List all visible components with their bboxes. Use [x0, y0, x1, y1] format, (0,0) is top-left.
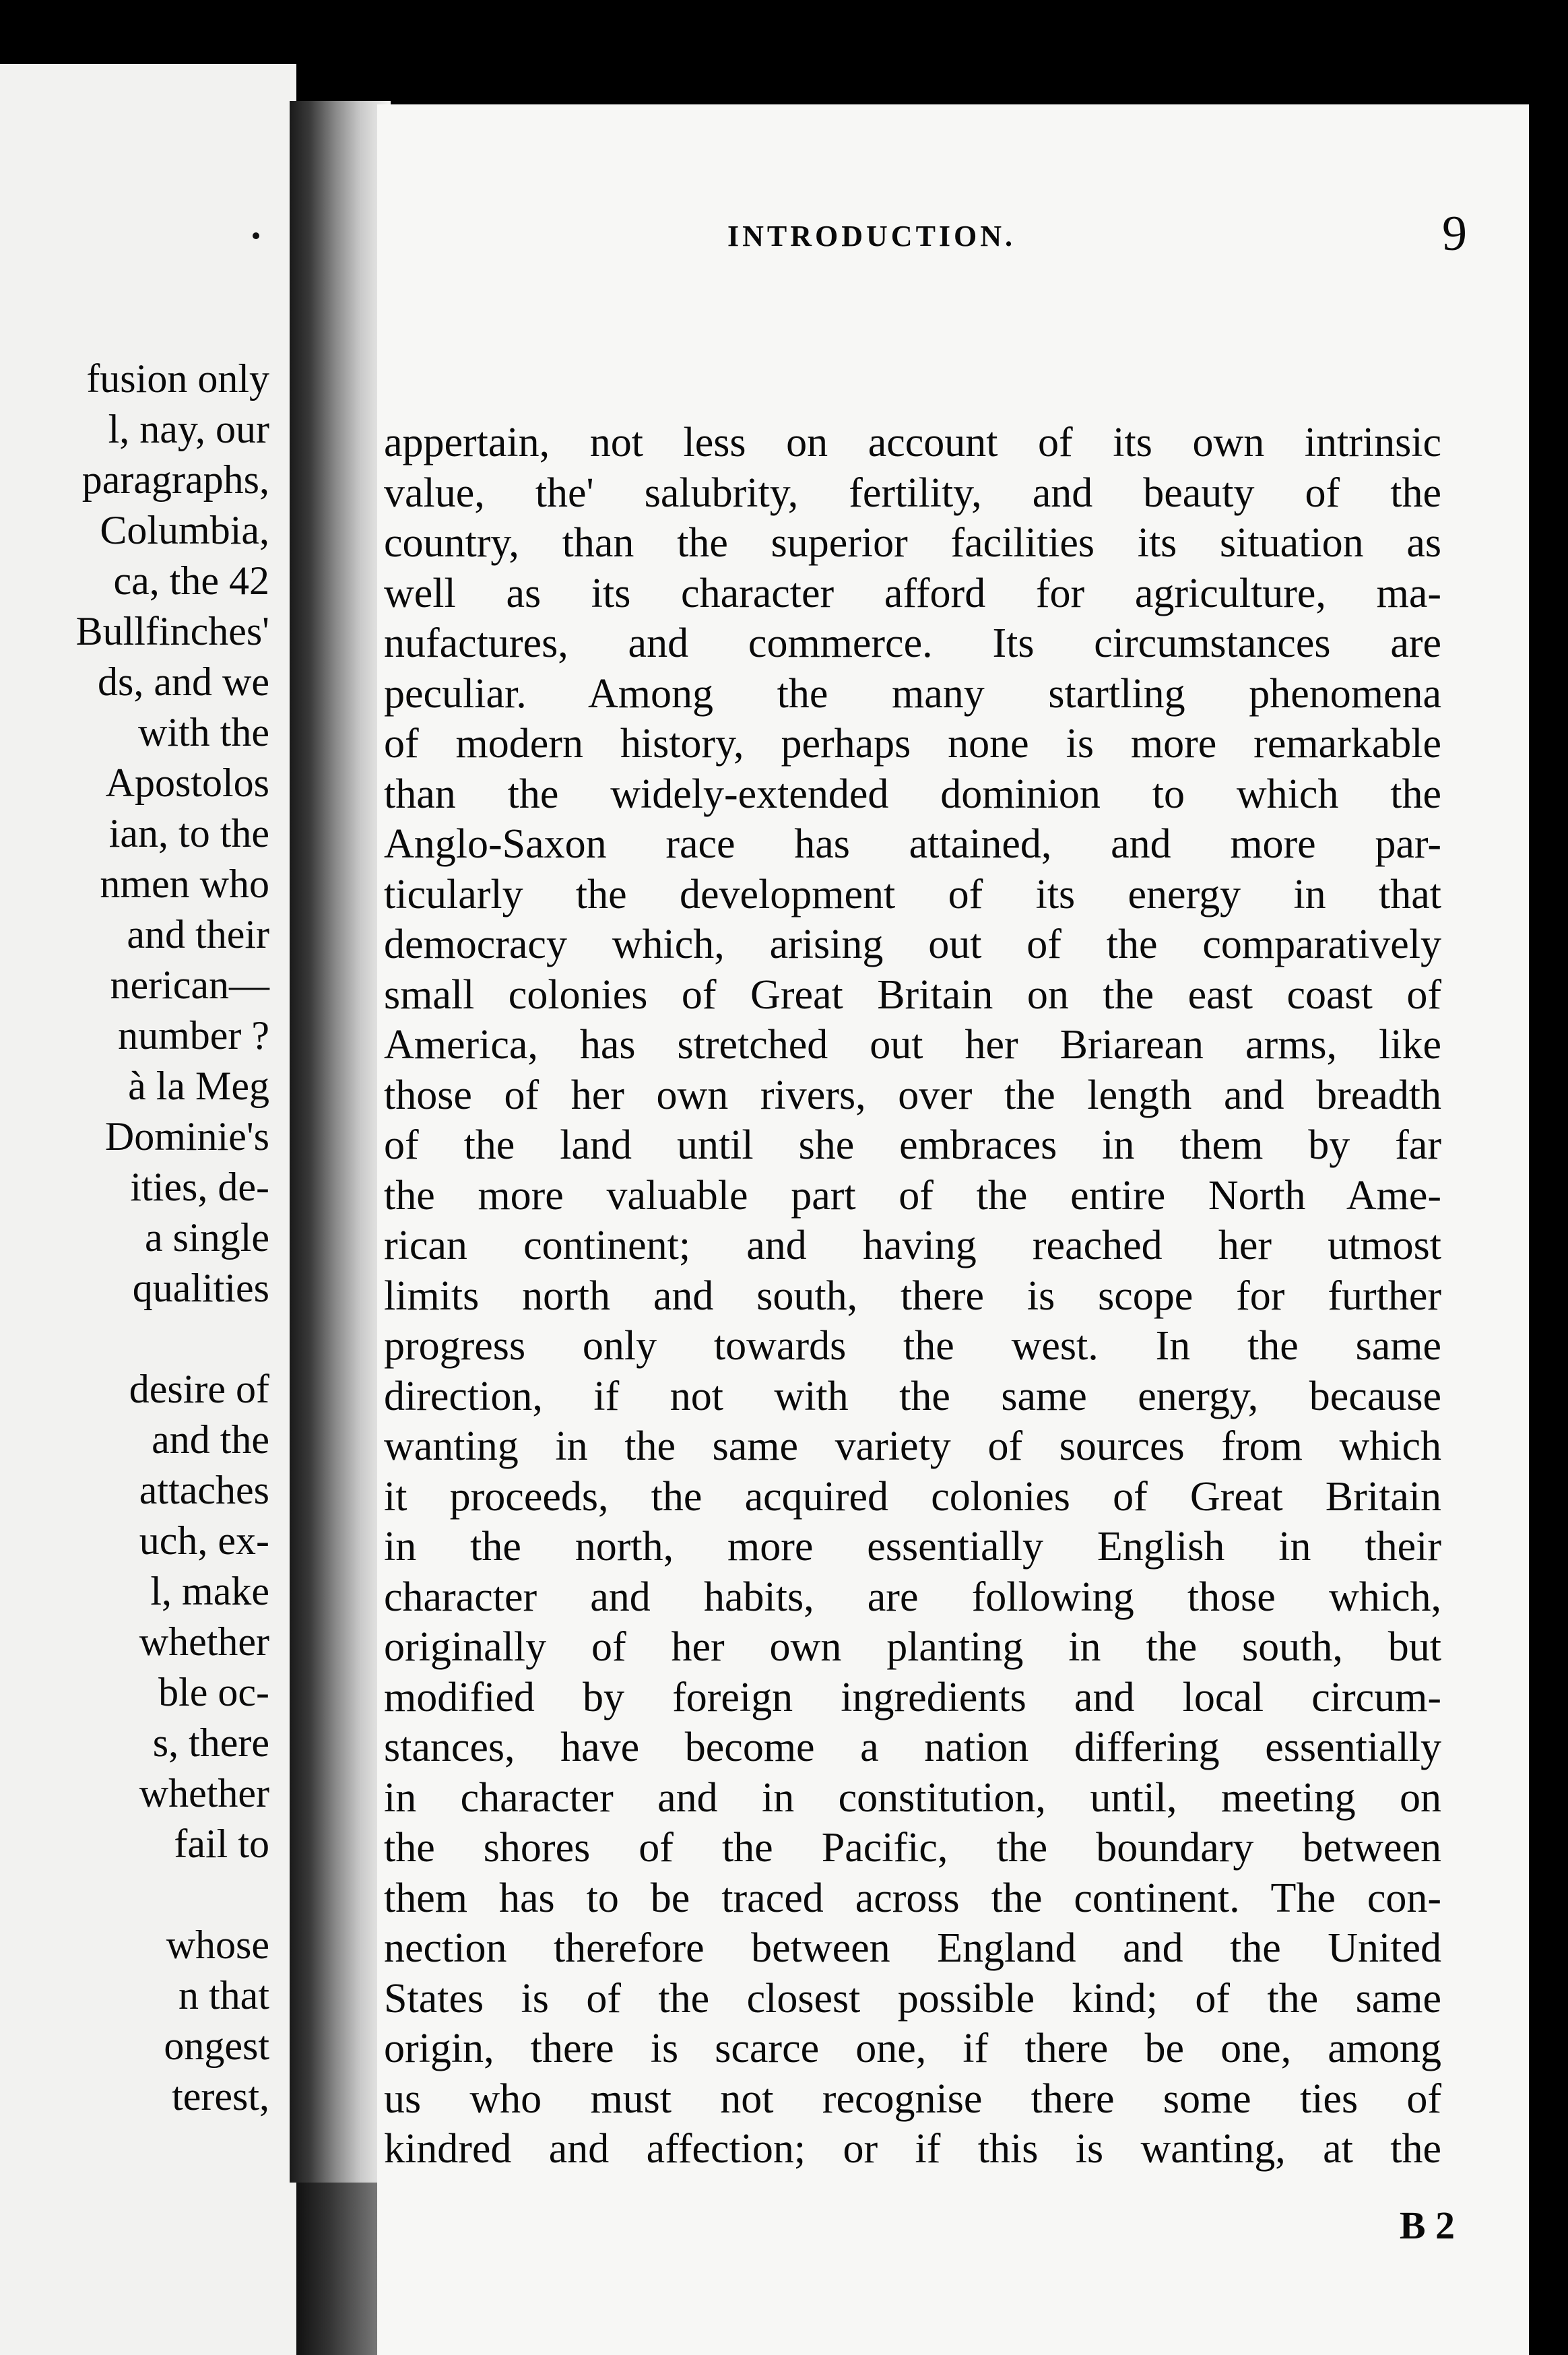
text-line: wanting in the same variety of sources from which — [384, 1423, 1441, 1469]
previous-page-line: desire of — [129, 1367, 269, 1411]
previous-page-line: qualities — [132, 1266, 269, 1310]
previous-page-line: a single — [145, 1215, 269, 1260]
text-line: the shores of the Pacific, the boundary between — [384, 1825, 1441, 1871]
signature-mark: B 2 — [1399, 2203, 1455, 2247]
previous-page-line: ble oc- — [158, 1670, 269, 1714]
ink-dot — [253, 232, 259, 239]
previous-page-line: ca, the 42 — [113, 558, 269, 603]
text-line: stances, have become a nation differing essentially — [384, 1724, 1441, 1770]
text-line: us who must not recognise there some ties of — [384, 2075, 1441, 2122]
text-line: in the north, more essentially English in their — [384, 1524, 1441, 1570]
page-gutter-shadow — [290, 101, 391, 2183]
current-page — [377, 104, 1529, 2355]
previous-page-line: nmen who — [100, 862, 269, 906]
previous-page-line: fusion only — [86, 356, 269, 401]
previous-page-line: nerican— — [110, 963, 269, 1007]
previous-page-line: Bullfinches' — [75, 609, 269, 653]
previous-page-line: ds, and we — [98, 659, 269, 704]
page-number: 9 — [1442, 206, 1467, 261]
previous-page-line: n that — [178, 1973, 269, 2018]
text-line: direction, if not with the same energy, because — [384, 1373, 1441, 1419]
text-line: kindred and affection; or if this is wanting, at the — [384, 2126, 1441, 2172]
text-line: progress only towards the west. In the same — [384, 1323, 1441, 1369]
text-line: of modern history, perhaps none is more remarkable — [384, 721, 1441, 767]
page-gutter-shadow-lower — [296, 2183, 377, 2355]
previous-page-line: paragraphs, — [81, 457, 269, 502]
previous-page-line: terest, — [172, 2074, 269, 2119]
text-line: them has to be traced across the continent. The con- — [384, 1875, 1441, 1921]
text-line: origin, there is scarce one, if there be one, among — [384, 2026, 1441, 2071]
previous-page-line: number ? — [118, 1013, 269, 1058]
previous-page-line: Dominie's — [104, 1114, 269, 1159]
text-line: democracy which, arising out of the comparatively — [384, 922, 1441, 967]
previous-page-line: l, nay, our — [108, 407, 269, 451]
text-line: country, than the superior facilities its situation as — [384, 520, 1441, 566]
text-line: nection therefore between England and the United — [384, 1925, 1441, 1971]
text-line: it proceeds, the acquired colonies of Great Britain — [384, 1473, 1441, 1520]
previous-page-line: and their — [127, 912, 269, 957]
previous-page — [0, 64, 296, 2355]
previous-page-line: Columbia, — [100, 508, 269, 552]
previous-page-text — [0, 354, 269, 2122]
previous-page-line: ian, to the — [108, 811, 269, 856]
text-line: in character and in constitution, until, meeting on — [384, 1774, 1441, 1821]
text-line: States is of the closest possible kind; of the same — [384, 1975, 1441, 2022]
paragraph-gap — [0, 1869, 269, 1920]
previous-page-line: with the — [138, 710, 269, 754]
previous-page-line: whose — [166, 1923, 269, 1967]
previous-page-line: uch, ex- — [139, 1518, 269, 1563]
text-line: character and habits, are following those which, — [384, 1574, 1441, 1620]
text-line: appertain, not less on account of its own intrinsic — [384, 420, 1441, 465]
previous-page-line: Apostolos — [105, 761, 269, 805]
text-line: America, has stretched out her Briarean arms, like — [384, 1022, 1441, 1068]
previous-page-line: à la Meg — [128, 1064, 269, 1108]
text-line: modified by foreign ingredients and local circum- — [384, 1674, 1441, 1720]
previous-page-line: fail to — [174, 1821, 269, 1866]
running-head: INTRODUCTION. — [727, 220, 1016, 253]
previous-page-line: ongest — [164, 2024, 269, 2068]
text-line: than the widely-extended dominion to which the — [384, 771, 1441, 817]
previous-page-line: l, make — [150, 1569, 269, 1613]
previous-page-line: whether — [139, 1771, 269, 1815]
text-line: peculiar. Among the many startling phenomena — [384, 670, 1441, 717]
text-line: ticularly the development of its energy in that — [384, 871, 1441, 917]
text-line: of the land until she embraces in them by far — [384, 1122, 1441, 1168]
text-line: the more valuable part of the entire North Ame- — [384, 1172, 1441, 1219]
text-line: value, the' salubrity, fertility, and beauty of the — [384, 470, 1441, 516]
previous-page-line: s, there — [152, 1720, 269, 1765]
text-line: nufactures, and commerce. Its circumstances are — [384, 620, 1441, 666]
text-line: rican continent; and having reached her utmost — [384, 1223, 1441, 1268]
previous-page-line: attaches — [139, 1468, 269, 1512]
previous-page-line: whether — [139, 1619, 269, 1664]
text-line: those of her own rivers, over the length and breadth — [384, 1072, 1441, 1118]
page-body-text — [377, 418, 1441, 2174]
text-line: limits north and south, there is scope for further — [384, 1272, 1441, 1319]
text-line: originally of her own planting in the south, but — [384, 1624, 1441, 1670]
text-line: small colonies of Great Britain on the east coast of — [384, 971, 1441, 1018]
previous-page-line: and the — [152, 1417, 269, 1462]
paragraph-gap — [0, 1314, 269, 1364]
text-line: well as its character afford for agriculture, ma- — [384, 570, 1441, 616]
text-line: Anglo-Saxon race has attained, and more par- — [384, 821, 1441, 867]
previous-page-line: ities, de- — [130, 1165, 269, 1209]
